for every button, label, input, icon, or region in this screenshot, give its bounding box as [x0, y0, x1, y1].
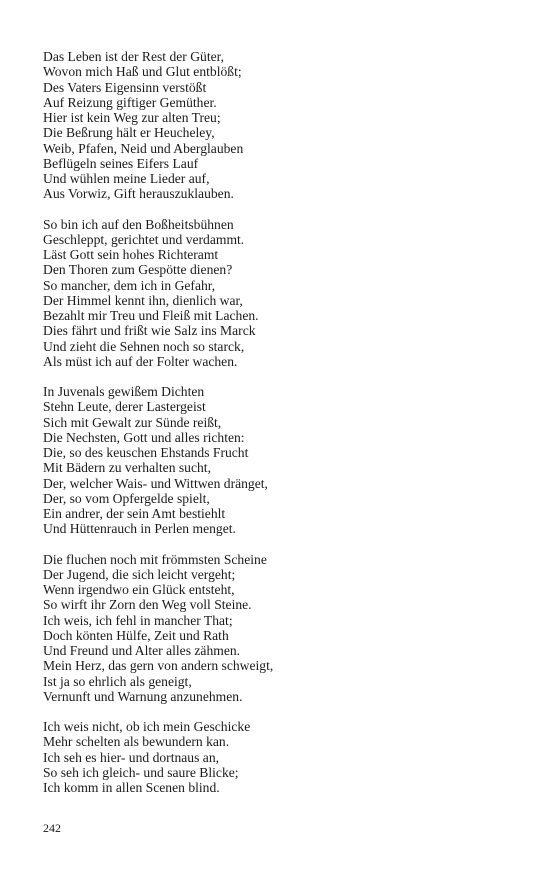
verse-line: Mit Bädern zu verhalten sucht, — [43, 460, 211, 476]
verse-line: Vernunft und Warnung anzunehmen. — [43, 688, 243, 704]
verse-line: Geschleppt, gerichtet und verdammt. — [43, 231, 245, 247]
verse-line: So bin ich auf den Boßheitsbühnen — [43, 216, 234, 232]
stanza-3 — [43, 384, 513, 537]
verse-line: Sich mit Gewalt zur Sünde reißt, — [43, 414, 222, 430]
page-number: 242 — [43, 821, 61, 835]
verse-line: Mehr schelten als bewundern kan. — [43, 734, 230, 750]
verse-line: Ich komm in allen Scenen blind. — [43, 780, 220, 795]
verse-line: Die Nechsten, Gott und alles richten: — [43, 429, 245, 445]
stanza-4 — [43, 552, 513, 705]
stanza-5 — [43, 719, 513, 795]
verse-line: Ich seh es hier- und dortnaus an, — [43, 749, 220, 765]
verse-line: So seh ich gleich- und saure Blicke; — [43, 764, 239, 780]
verse-line: Der, so vom Opfergelde spielt, — [43, 490, 210, 506]
verse-line: Aus Vorwiz, Gift herauszuklauben. — [43, 186, 234, 202]
verse-line: Und Hüttenrauch in Perlen menget. — [43, 521, 236, 537]
verse-line: Dies fährt und frißt wie Salz ins Marck — [43, 323, 256, 339]
verse-line: Der Himmel kennt ihn, dienlich war, — [43, 292, 243, 308]
poem-text — [43, 49, 513, 810]
verse-line: Der, welcher Wais- und Wittwen dränget, — [43, 475, 268, 491]
verse-line: Als müst ich auf der Folter wachen. — [43, 353, 238, 369]
verse-line: Die Beßrung hält er Heucheley, — [43, 125, 215, 141]
verse-line: Das Leben ist der Rest der Güter, — [43, 49, 225, 64]
verse-line: Doch könten Hülfe, Zeit und Rath — [43, 627, 229, 643]
verse-line: Stehn Leute, derer Lastergeist — [43, 399, 206, 415]
verse-line: Ein andrer, der sein Amt bestiehlt — [43, 506, 226, 521]
stanza-1 — [43, 49, 513, 202]
stanza-2 — [43, 217, 513, 370]
verse-line: Die, so des keuschen Ehstands Frucht — [43, 445, 249, 460]
verse-line: Des Vaters Eigensinn verstößt — [43, 79, 207, 95]
verse-line: Die fluchen noch mit frömmsten Scheine — [43, 551, 267, 567]
verse-line: So wirft ihr Zorn den Weg voll Steine. — [43, 597, 252, 613]
verse-line: Beflügeln seines Eifers Lauf — [43, 155, 199, 171]
verse-line: Der Jugend, die sich leicht vergeht; — [43, 566, 236, 582]
verse-line: In Juvenals gewißem Dichten — [43, 384, 205, 399]
verse-line: Ich weis nicht, ob ich mein Geschicke — [43, 719, 251, 734]
verse-line: So mancher, dem ich in Gefahr, — [43, 277, 216, 293]
verse-line: Und Freund und Alter alles zähmen. — [43, 643, 241, 658]
verse-line: Hier ist kein Weg zur alten Treu; — [43, 110, 221, 125]
verse-line: Mein Herz, das gern von andern schweigt, — [43, 658, 274, 674]
verse-line: Bezahlt mir Treu und Fleiß mit Lachen. — [43, 308, 259, 323]
verse-line: Auf Reizung giftiger Gemüther. — [43, 94, 217, 110]
verse-line: Ich weis, ich fehl in mancher That; — [43, 612, 233, 628]
verse-line: Ist ja so ehrlich als geneigt, — [43, 673, 192, 689]
verse-line: Weib, Pfafen, Neid und Aberglauben — [43, 140, 244, 156]
verse-line: Und zieht die Sehnen noch so starck, — [43, 338, 245, 354]
verse-line: Wenn irgendwo ein Glück entsteht, — [43, 582, 235, 597]
verse-line: Den Thoren zum Gespötte dienen? — [43, 262, 233, 278]
verse-line: Läst Gott sein hohes Richteramt — [43, 247, 219, 262]
verse-line: Und wühlen meine Lieder auf, — [43, 171, 210, 186]
verse-line: Wovon mich Haß und Glut entblößt; — [43, 64, 242, 80]
